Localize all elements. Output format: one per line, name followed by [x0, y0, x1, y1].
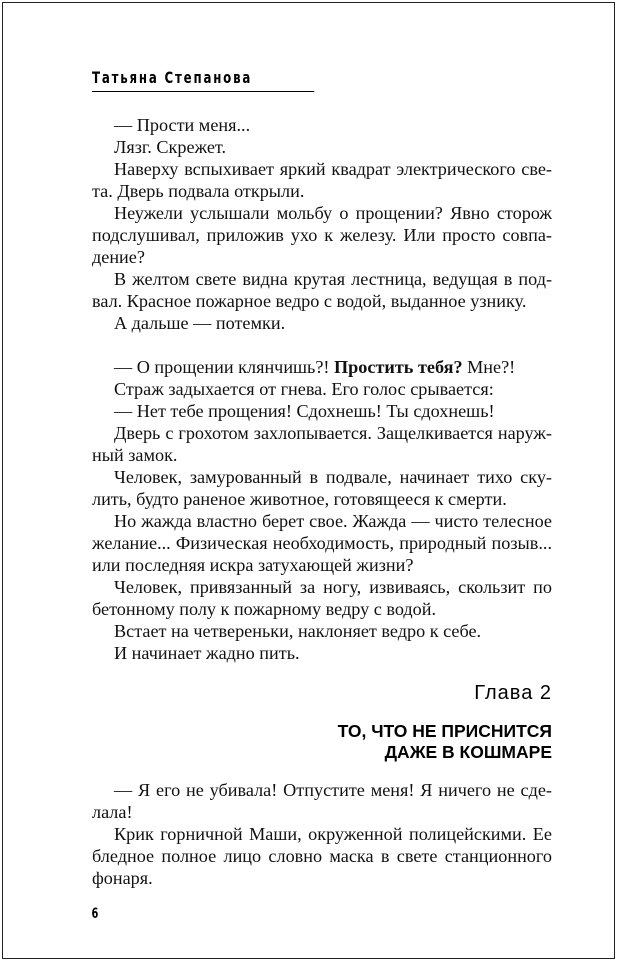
chapter-title-line: ДАЖЕ В КОШМАРЕ	[384, 742, 552, 762]
paragraph-line: В желтом свете видна крутая лестница, ведущая в под-	[114, 269, 552, 289]
paragraph-line: фонаря.	[92, 868, 153, 888]
paragraph-line: Лязг. Скрежет.	[114, 137, 227, 157]
paragraph-line: Страж задыхается от гнева. Его голос срывается:	[114, 379, 494, 399]
paragraph-line: Человек, замурованный в подвале, начинает тихо ску-	[114, 467, 552, 487]
page-number: 6	[91, 906, 99, 922]
text-block-2	[92, 356, 552, 664]
paragraph-line: Но жажда властно берет свое. Жажда — чисто телесное	[114, 511, 552, 531]
bold-phrase: Простить тебя?	[334, 357, 463, 377]
chapter-title	[338, 721, 552, 763]
paragraph-line: Встает на четвереньки, наклоняет ведро к себе.	[114, 621, 482, 641]
paragraph-line: или последняя искра затухающей жизни?	[92, 555, 414, 575]
paragraph-line: Наверху вспыхивает яркий квадрат электрического све-	[114, 159, 552, 179]
paragraph-line: желание... Физическая необходимость, природный позыв...	[92, 533, 552, 553]
paragraph-line: та. Дверь подвала открыли.	[92, 181, 305, 201]
paragraph-line: Дверь с грохотом захлопывается. Защелкивается наруж-	[114, 423, 552, 443]
paragraph-line: вал. Красное пожарное ведро с водой, выданное узнику.	[92, 291, 527, 311]
paragraph-line: ный замок.	[92, 445, 178, 465]
text-block-1	[92, 114, 552, 334]
paragraph-line: дение?	[92, 247, 145, 267]
paragraph-line: Человек, привязанный за ногу, извиваясь, скользит по	[114, 577, 552, 597]
chapter-label: Глава 2	[474, 682, 552, 704]
chapter-title-line: ТО, ЧТО НЕ ПРИСНИТСЯ	[337, 721, 552, 741]
paragraph-line: И начинает жадно пить.	[114, 643, 300, 663]
text-span: — О прощении клянчишь?!	[114, 357, 335, 377]
paragraph-line: лала!	[92, 802, 133, 822]
paragraph-line: — Я его не убивала! Отпустите меня! Я ничего не сде-	[114, 780, 552, 800]
paragraph-line: Неужели услышали мольбу о прощении? Явно сторож	[114, 203, 552, 223]
paragraph-line: бетонному полу к пожарному ведру с водой.	[92, 599, 437, 619]
paragraph-line: подслушивал, приложив ухо к железу. Или просто совпа-	[92, 225, 552, 245]
paragraph-line: бледное полное лицо словно маска в свете станционного	[92, 846, 552, 866]
text-block-3	[92, 779, 552, 889]
paragraph-line	[92, 356, 552, 378]
text-span: Мне?!	[462, 357, 516, 377]
paragraph-line: А дальше — потемки.	[114, 313, 286, 333]
paragraph-line: — Прости меня...	[114, 115, 251, 135]
paragraph-line: Крик горничной Маши, окруженной полицейскими. Ее	[114, 824, 552, 844]
paragraph-line: — Нет тебе прощения! Сдохнешь! Ты сдохнешь!	[114, 401, 495, 421]
paragraph-line: лить, будто раненое животное, готовящееся к смерти.	[92, 489, 507, 509]
running-head-author: Татьяна Степанова	[92, 68, 314, 92]
